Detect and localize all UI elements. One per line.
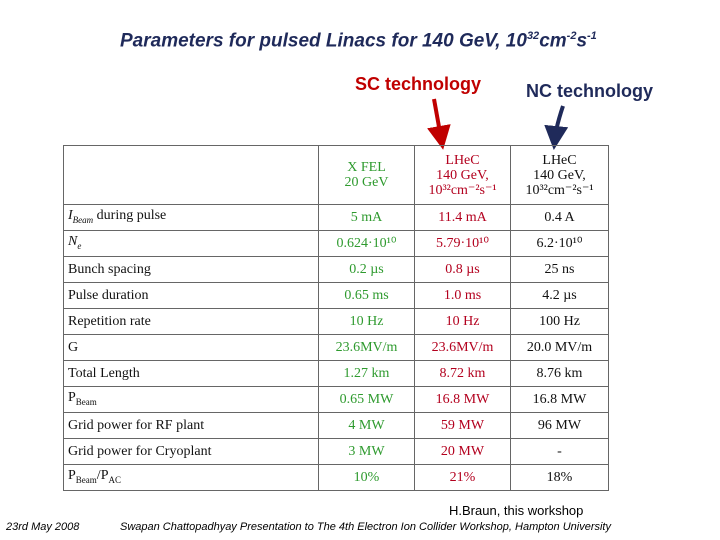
table-row [64, 231, 609, 257]
row-label-ratio: $P_{Beam}/P_{AC}$ [64, 465, 319, 491]
table-row [64, 361, 609, 387]
row-label-ne: $N_e$ [64, 231, 319, 257]
row-label: Bunch spacing [64, 257, 319, 283]
table-row [64, 283, 609, 309]
cell-sc: 11.4 mA [415, 205, 511, 231]
header-lhec-nc: LHeC 140 GeV, 10³²cm⁻²s⁻¹ [511, 146, 609, 205]
cell-nc: 96 MW [511, 413, 609, 439]
footer-text: Swapan Chattopadhyay Presentation to The 4th Electron Ion Collider Workshop, Hampton University [120, 521, 611, 533]
cell-sc: 16.8 MW [415, 387, 511, 413]
nc-arrow-icon [555, 106, 563, 138]
cell-xfel: 23.6MV/m [319, 335, 415, 361]
row-label: Pulse duration [64, 283, 319, 309]
table-row [64, 205, 609, 231]
cell-nc: 20.0 MV/m [511, 335, 609, 361]
cell-sc: 5.79·10¹⁰ [415, 231, 511, 257]
cell-sc: 23.6MV/m [415, 335, 511, 361]
header-xfel: X FEL 20 GeV [319, 146, 415, 205]
table-row [64, 439, 609, 465]
cell-nc: 4.2 µs [511, 283, 609, 309]
nc-technology-label: NC technology [526, 81, 654, 101]
cell-nc: - [511, 439, 609, 465]
table-row [64, 309, 609, 335]
cell-nc: 25 ns [511, 257, 609, 283]
cell-xfel: 4 MW [319, 413, 415, 439]
row-label: Grid power for Cryoplant [64, 439, 319, 465]
parameters-table [63, 145, 609, 491]
header-empty-cell [64, 146, 319, 205]
cell-nc: 18% [511, 465, 609, 491]
cell-sc: 59 MW [415, 413, 511, 439]
cell-sc: 8.72 km [415, 361, 511, 387]
cell-xfel: 0.2 µs [319, 257, 415, 283]
cell-nc: 16.8 MW [511, 387, 609, 413]
table-row [64, 335, 609, 361]
cell-xfel: 5 mA [319, 205, 415, 231]
row-label: Grid power for RF plant [64, 413, 319, 439]
cell-nc: 8.76 km [511, 361, 609, 387]
cell-sc: 0.8 µs [415, 257, 511, 283]
slide-title: Parameters for pulsed Linacs for 140 GeV, $10^{32}cm^{-2}s^{-1}$ [120, 30, 597, 52]
cell-xfel: 3 MW [319, 439, 415, 465]
cell-nc: 0.4 A [511, 205, 609, 231]
header-lhec-sc: LHeC 140 GeV, 10³²cm⁻²s⁻¹ [415, 146, 511, 205]
cell-nc: 6.2·10¹⁰ [511, 231, 609, 257]
cell-xfel: 0.624·10¹⁰ [319, 231, 415, 257]
row-label: Total Length [64, 361, 319, 387]
cell-sc: 1.0 ms [415, 283, 511, 309]
cell-xfel: 0.65 ms [319, 283, 415, 309]
cell-xfel: 0.65 MW [319, 387, 415, 413]
cell-sc: 20 MW [415, 439, 511, 465]
cell-sc: 21% [415, 465, 511, 491]
cell-sc: 10 Hz [415, 309, 511, 335]
cell-xfel: 1.27 km [319, 361, 415, 387]
row-label: G [64, 335, 319, 361]
cell-xfel: 10% [319, 465, 415, 491]
credit-note: H.Braun, this workshop [449, 503, 584, 518]
table-row [64, 257, 609, 283]
row-label-pbeam: $P_{Beam}$ [64, 387, 319, 413]
cell-xfel: 10 Hz [319, 309, 415, 335]
table-row [64, 413, 609, 439]
footer-date: 23rd May 2008 [6, 521, 80, 533]
table-row [64, 387, 609, 413]
table-row [64, 465, 609, 491]
cell-nc: 100 Hz [511, 309, 609, 335]
row-label-ibeam: $I_{Beam}$ during pulse [64, 205, 319, 231]
row-label: Repetition rate [64, 309, 319, 335]
sc-technology-label: SC technology [355, 74, 482, 94]
sc-arrow-icon [434, 99, 441, 138]
table-header-row [64, 146, 609, 205]
